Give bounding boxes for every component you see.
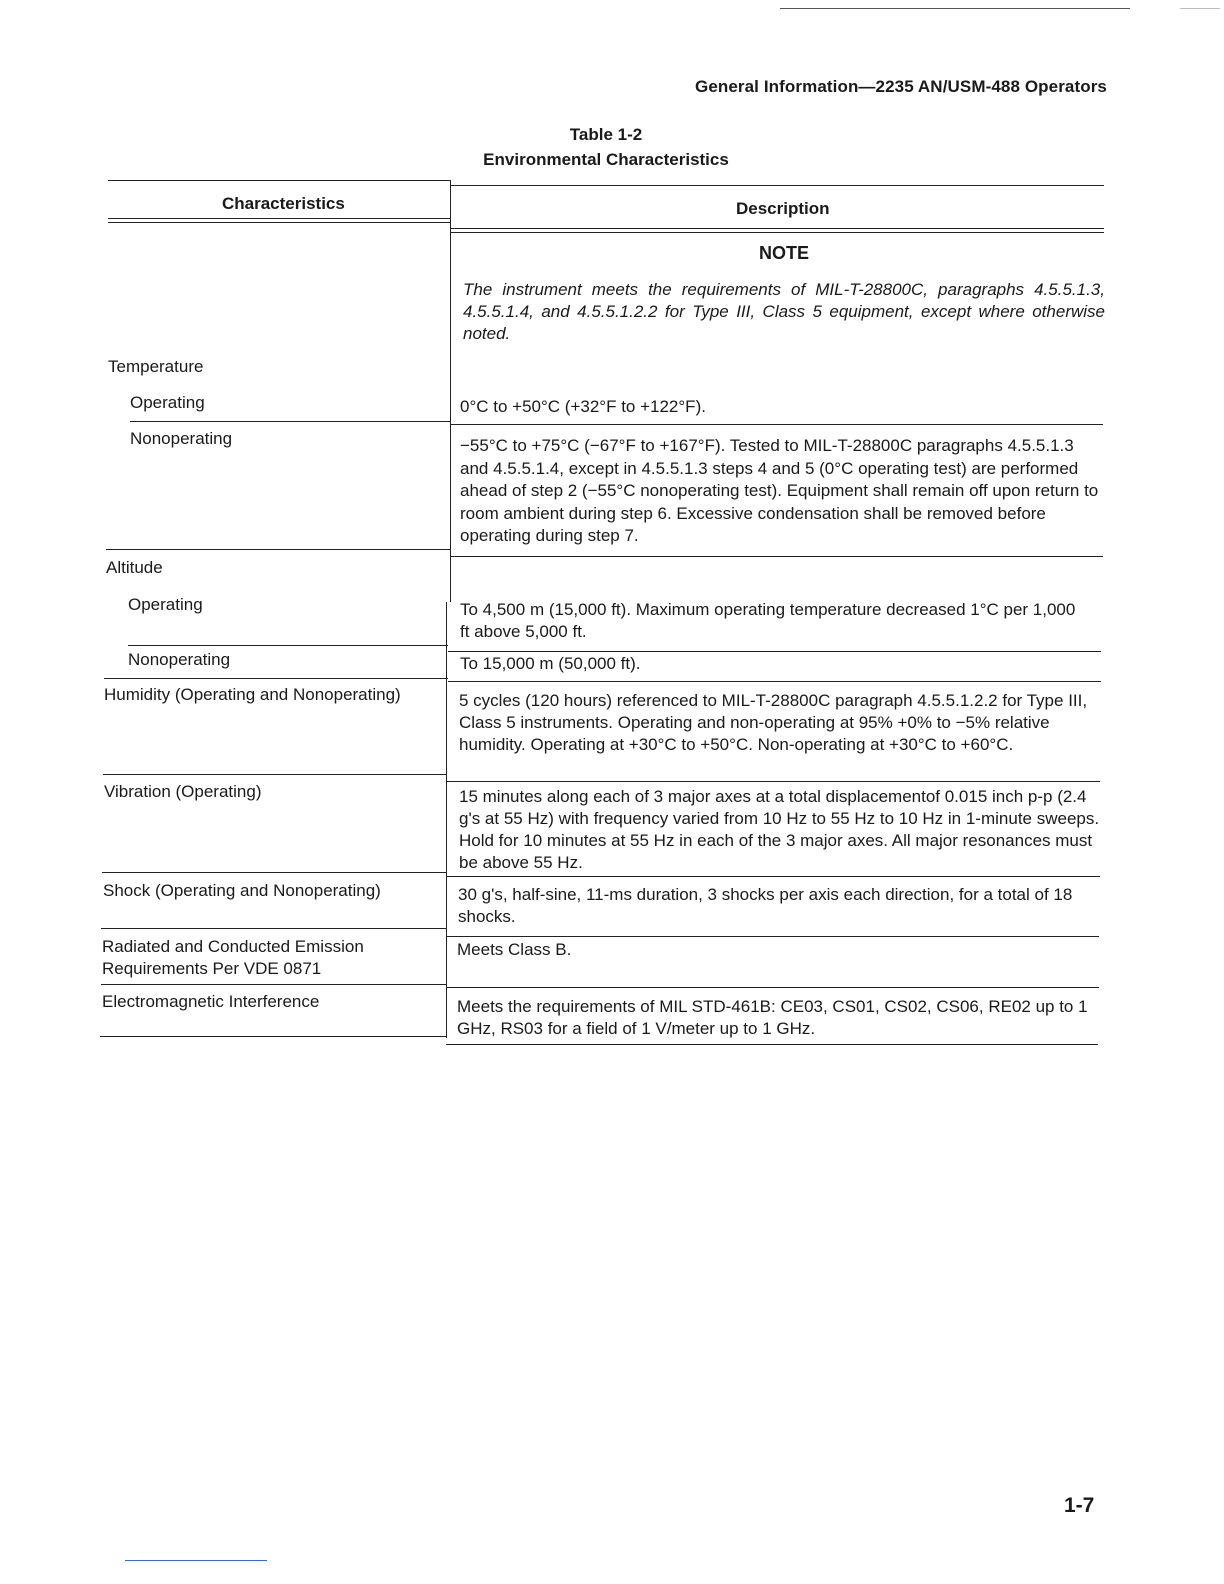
shock-desc: 30 g's, half-sine, 11-ms duration, 3 shocks per axis each direction, for a total of 18 shocks. [458, 885, 1073, 926]
emi-desc: Meets the requirements of MIL STD-461B: CE03, CS01, CS02, CS06, RE02 up to 1 GHz, RS03 for a field of 1 V/meter up to 1 GHz. [457, 997, 1088, 1038]
table-caption [0, 122, 1212, 172]
page-number: 1-7 [1064, 1494, 1095, 1517]
altitude-nonoperating-label: Nonoperating [128, 650, 231, 669]
altitude-operating-label: Operating [128, 595, 203, 614]
vibration-label: Vibration (Operating) [104, 782, 262, 801]
rule-temp-operating-right [451, 424, 1103, 425]
rule-humidity-right [447, 781, 1100, 782]
rule-emission-right [446, 987, 1099, 988]
top-rule [780, 8, 1130, 9]
rule-temp-operating-left [130, 421, 451, 422]
temperature-nonoperating-desc: −55°C to +75°C (−67°F to +167°F). Tested to MIL-T-28800C paragraphs 4.5.5.1.3 and 4.5.5.1.4, except in 4.5.5.1.3 steps 4 and 5 (0°C operating test) are performed ahead of step 2 (−55°C nonoperating test). Equipment shall remain off upon return to room ambient during step 6. Excessive condensation shall be removed before operating during step 7. [460, 436, 1099, 546]
header-top-rule-left [108, 180, 451, 181]
column-divider-lower [446, 602, 447, 1038]
rule-alt-operating-left [128, 645, 448, 646]
altitude-operating-desc: To 4,500 m (15,000 ft). Maximum operating temperature decreased 1°C per 1,000 ft above 5,000 ft. [460, 600, 1076, 641]
temperature-operating-desc: 0°C to +50°C (+32°F to +122°F). [460, 397, 706, 416]
temperature-nonoperating-label: Nonoperating [130, 429, 233, 448]
rule-vibration-left [102, 872, 447, 873]
rule-humidity-left [103, 774, 447, 775]
running-head: General Information—2235 AN/USM-488 Operators [695, 77, 1107, 96]
temperature-operating-label: Operating [130, 393, 205, 412]
altitude-nonoperating-desc: To 15,000 m (50,000 ft). [460, 654, 641, 673]
emi-label: Electromagnetic Interference [102, 992, 320, 1011]
header-bottom-rule-right-2 [451, 232, 1104, 233]
header-description: Description [736, 199, 830, 218]
emission-label-line1: Radiated and Conducted Emission [102, 937, 364, 956]
humidity-desc: 5 cycles (120 hours) referenced to MIL-T-28800C paragraph 4.5.5.1.2.2 for Type III, Class 5 instruments. Operating and non-operating at 95% +0% to −5% relative humidity. Operating at +30°C to +50°C. Non-operating at +30°C to +60°C. [459, 691, 1088, 754]
note-text: The instrument meets the requirements of MIL-T-28800C, paragraphs 4.5.5.1.3, 4.5.5.1.4, and 4.5.5.1.2.2 for Type III, Class 5 equipment, except where otherwise noted. [463, 280, 1105, 343]
note-title: NOTE [758, 243, 809, 263]
emission-desc: Meets Class B. [457, 940, 572, 959]
temperature-label: Temperature [108, 357, 204, 376]
rule-alt-right [448, 681, 1101, 682]
rule-bottom-left [100, 1036, 446, 1037]
rule-alt-left [104, 678, 448, 679]
rule-bottom-right [446, 1044, 1098, 1045]
rule-shock-left [101, 928, 447, 929]
rule-temp-left [106, 549, 451, 550]
shock-label: Shock (Operating and Nonoperating) [103, 881, 381, 900]
top-rule-faint [1180, 8, 1220, 9]
header-bottom-rule-left-2 [108, 222, 451, 223]
table-title: Environmental Characteristics [483, 150, 729, 169]
emission-label-line2: Requirements Per VDE 0871 [102, 959, 322, 978]
table-number: Table 1-2 [569, 125, 643, 144]
humidity-label: Humidity (Operating and Nonoperating) [104, 685, 401, 704]
header-bottom-rule-right-1 [451, 228, 1104, 229]
rule-vibration-right [447, 876, 1100, 877]
header-top-rule-right [451, 185, 1104, 186]
rule-temp-right [451, 556, 1103, 557]
rule-shock-right [447, 936, 1099, 937]
bottom-edge-mark [125, 1560, 267, 1561]
header-characteristics: Characteristics [222, 194, 345, 213]
rule-emission-left [101, 984, 446, 985]
altitude-label: Altitude [106, 558, 163, 577]
header-bottom-rule-left-1 [108, 218, 451, 219]
vibration-desc: 15 minutes along each of 3 major axes at a total displacementof 0.015 inch p-p (2.4 g's at 55 Hz) with frequency varied from 10 Hz to 55 Hz to 10 Hz in 1-minute sweeps. Hold for 10 minutes at 55 Hz in each of the 3 major axes. All major resonances must be above 55 Hz. [459, 787, 1100, 872]
